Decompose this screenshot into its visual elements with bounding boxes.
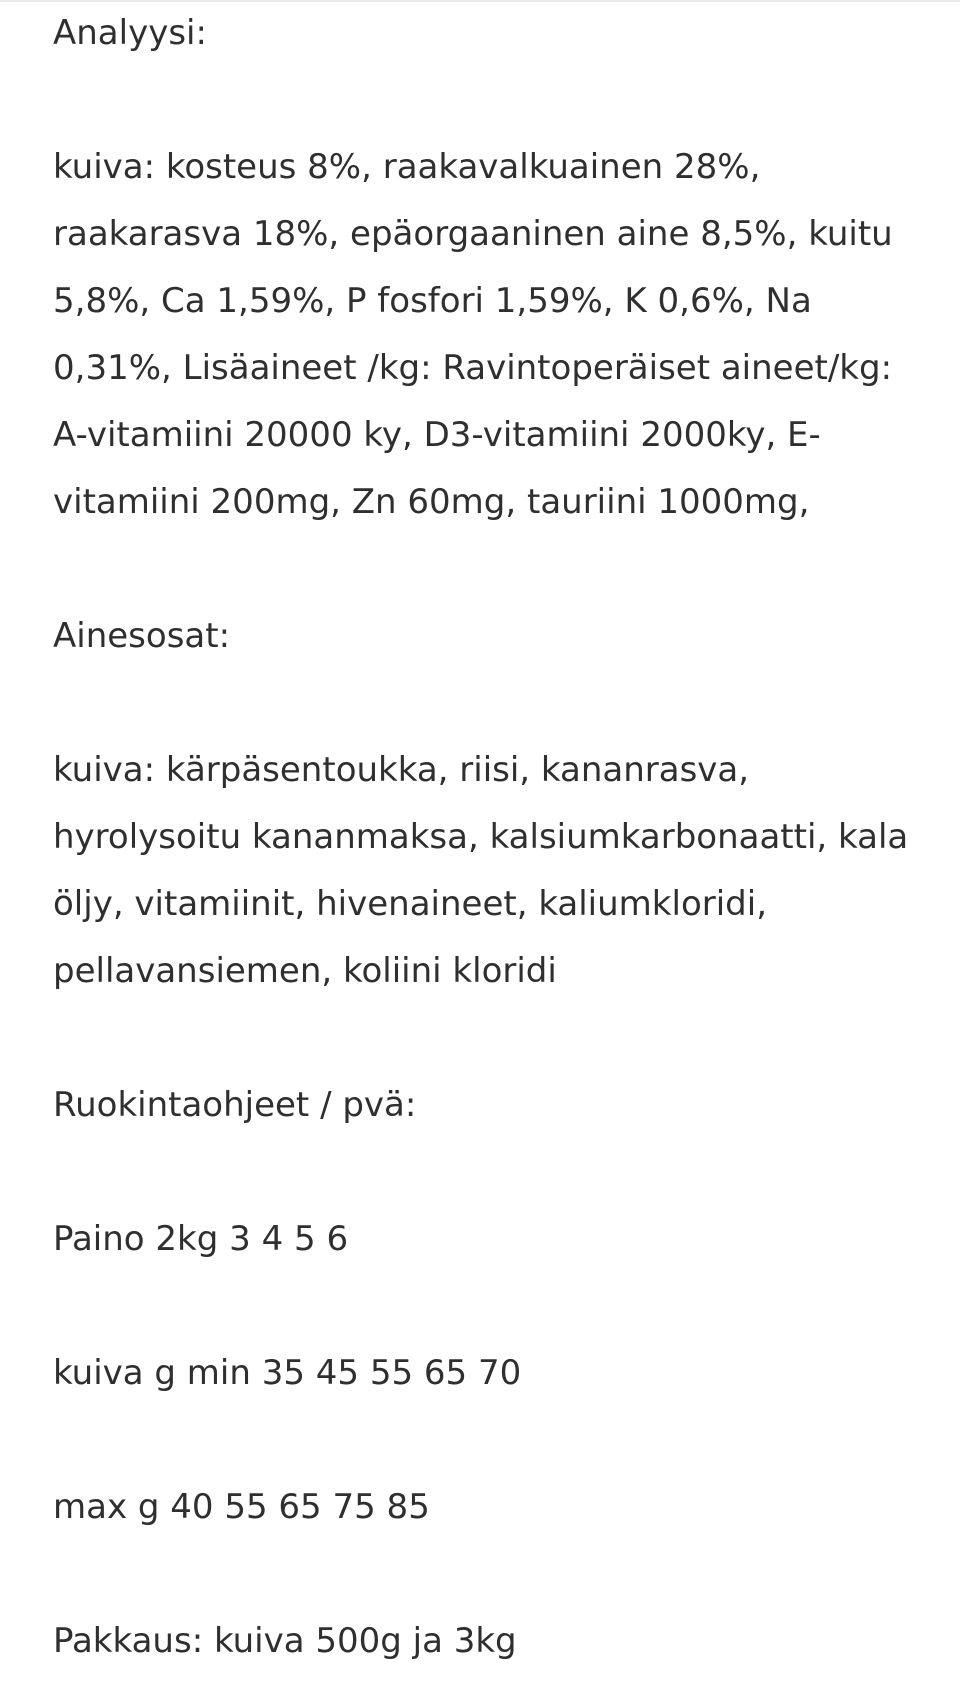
spacer xyxy=(53,67,933,134)
package-info: Pakkaus: kuiva 500g ja 3kg xyxy=(53,1621,517,1661)
spacer xyxy=(53,1541,933,1608)
spacer xyxy=(53,670,933,737)
spacer xyxy=(53,1005,933,1072)
spacer xyxy=(53,1407,933,1474)
analysis-line: kuiva: kosteus 8%, raakavalkuainen 28%, xyxy=(53,147,761,187)
analysis-line: 5,8%, Ca 1,59%, P fosfori 1,59%, K 0,6%, Na xyxy=(53,281,812,321)
spacer xyxy=(53,1273,933,1340)
ingredients-line: hyrolysoitu kananmaksa, kalsiumkarbonaatti, kala xyxy=(53,817,909,857)
analysis-line: raakarasva 18%, epäorgaaninen aine 8,5%, kuitu xyxy=(53,214,893,254)
feeding-weight-row: Paino 2kg 3 4 5 6 xyxy=(53,1219,349,1259)
ingredients-line: öljy, vitamiinit, hivenaineet, kaliumkloridi, xyxy=(53,884,767,924)
feeding-heading: Ruokintaohjeet / pvä: xyxy=(53,1085,417,1125)
analysis-line: vitamiini 200mg, Zn 60mg, tauriini 1000mg, xyxy=(53,482,810,522)
ingredients-heading: Ainesosat: xyxy=(53,616,231,656)
product-description xyxy=(53,0,933,1675)
spacer xyxy=(53,536,933,603)
feeding-max-row: max g 40 55 65 75 85 xyxy=(53,1487,430,1527)
ingredients-line: pellavansiemen, koliini kloridi xyxy=(53,951,557,991)
ingredients-line: kuiva: kärpäsentoukka, riisi, kananrasva, xyxy=(53,750,750,790)
analysis-heading: Analyysi: xyxy=(53,13,207,53)
analysis-line: A-vitamiini 20000 ky, D3-vitamiini 2000ky, E- xyxy=(53,415,821,455)
feeding-min-row: kuiva g min 35 45 55 65 70 xyxy=(53,1353,522,1393)
analysis-line: 0,31%, Lisäaineet /kg: Ravintoperäiset aineet/kg: xyxy=(53,348,893,388)
spacer xyxy=(53,1139,933,1206)
